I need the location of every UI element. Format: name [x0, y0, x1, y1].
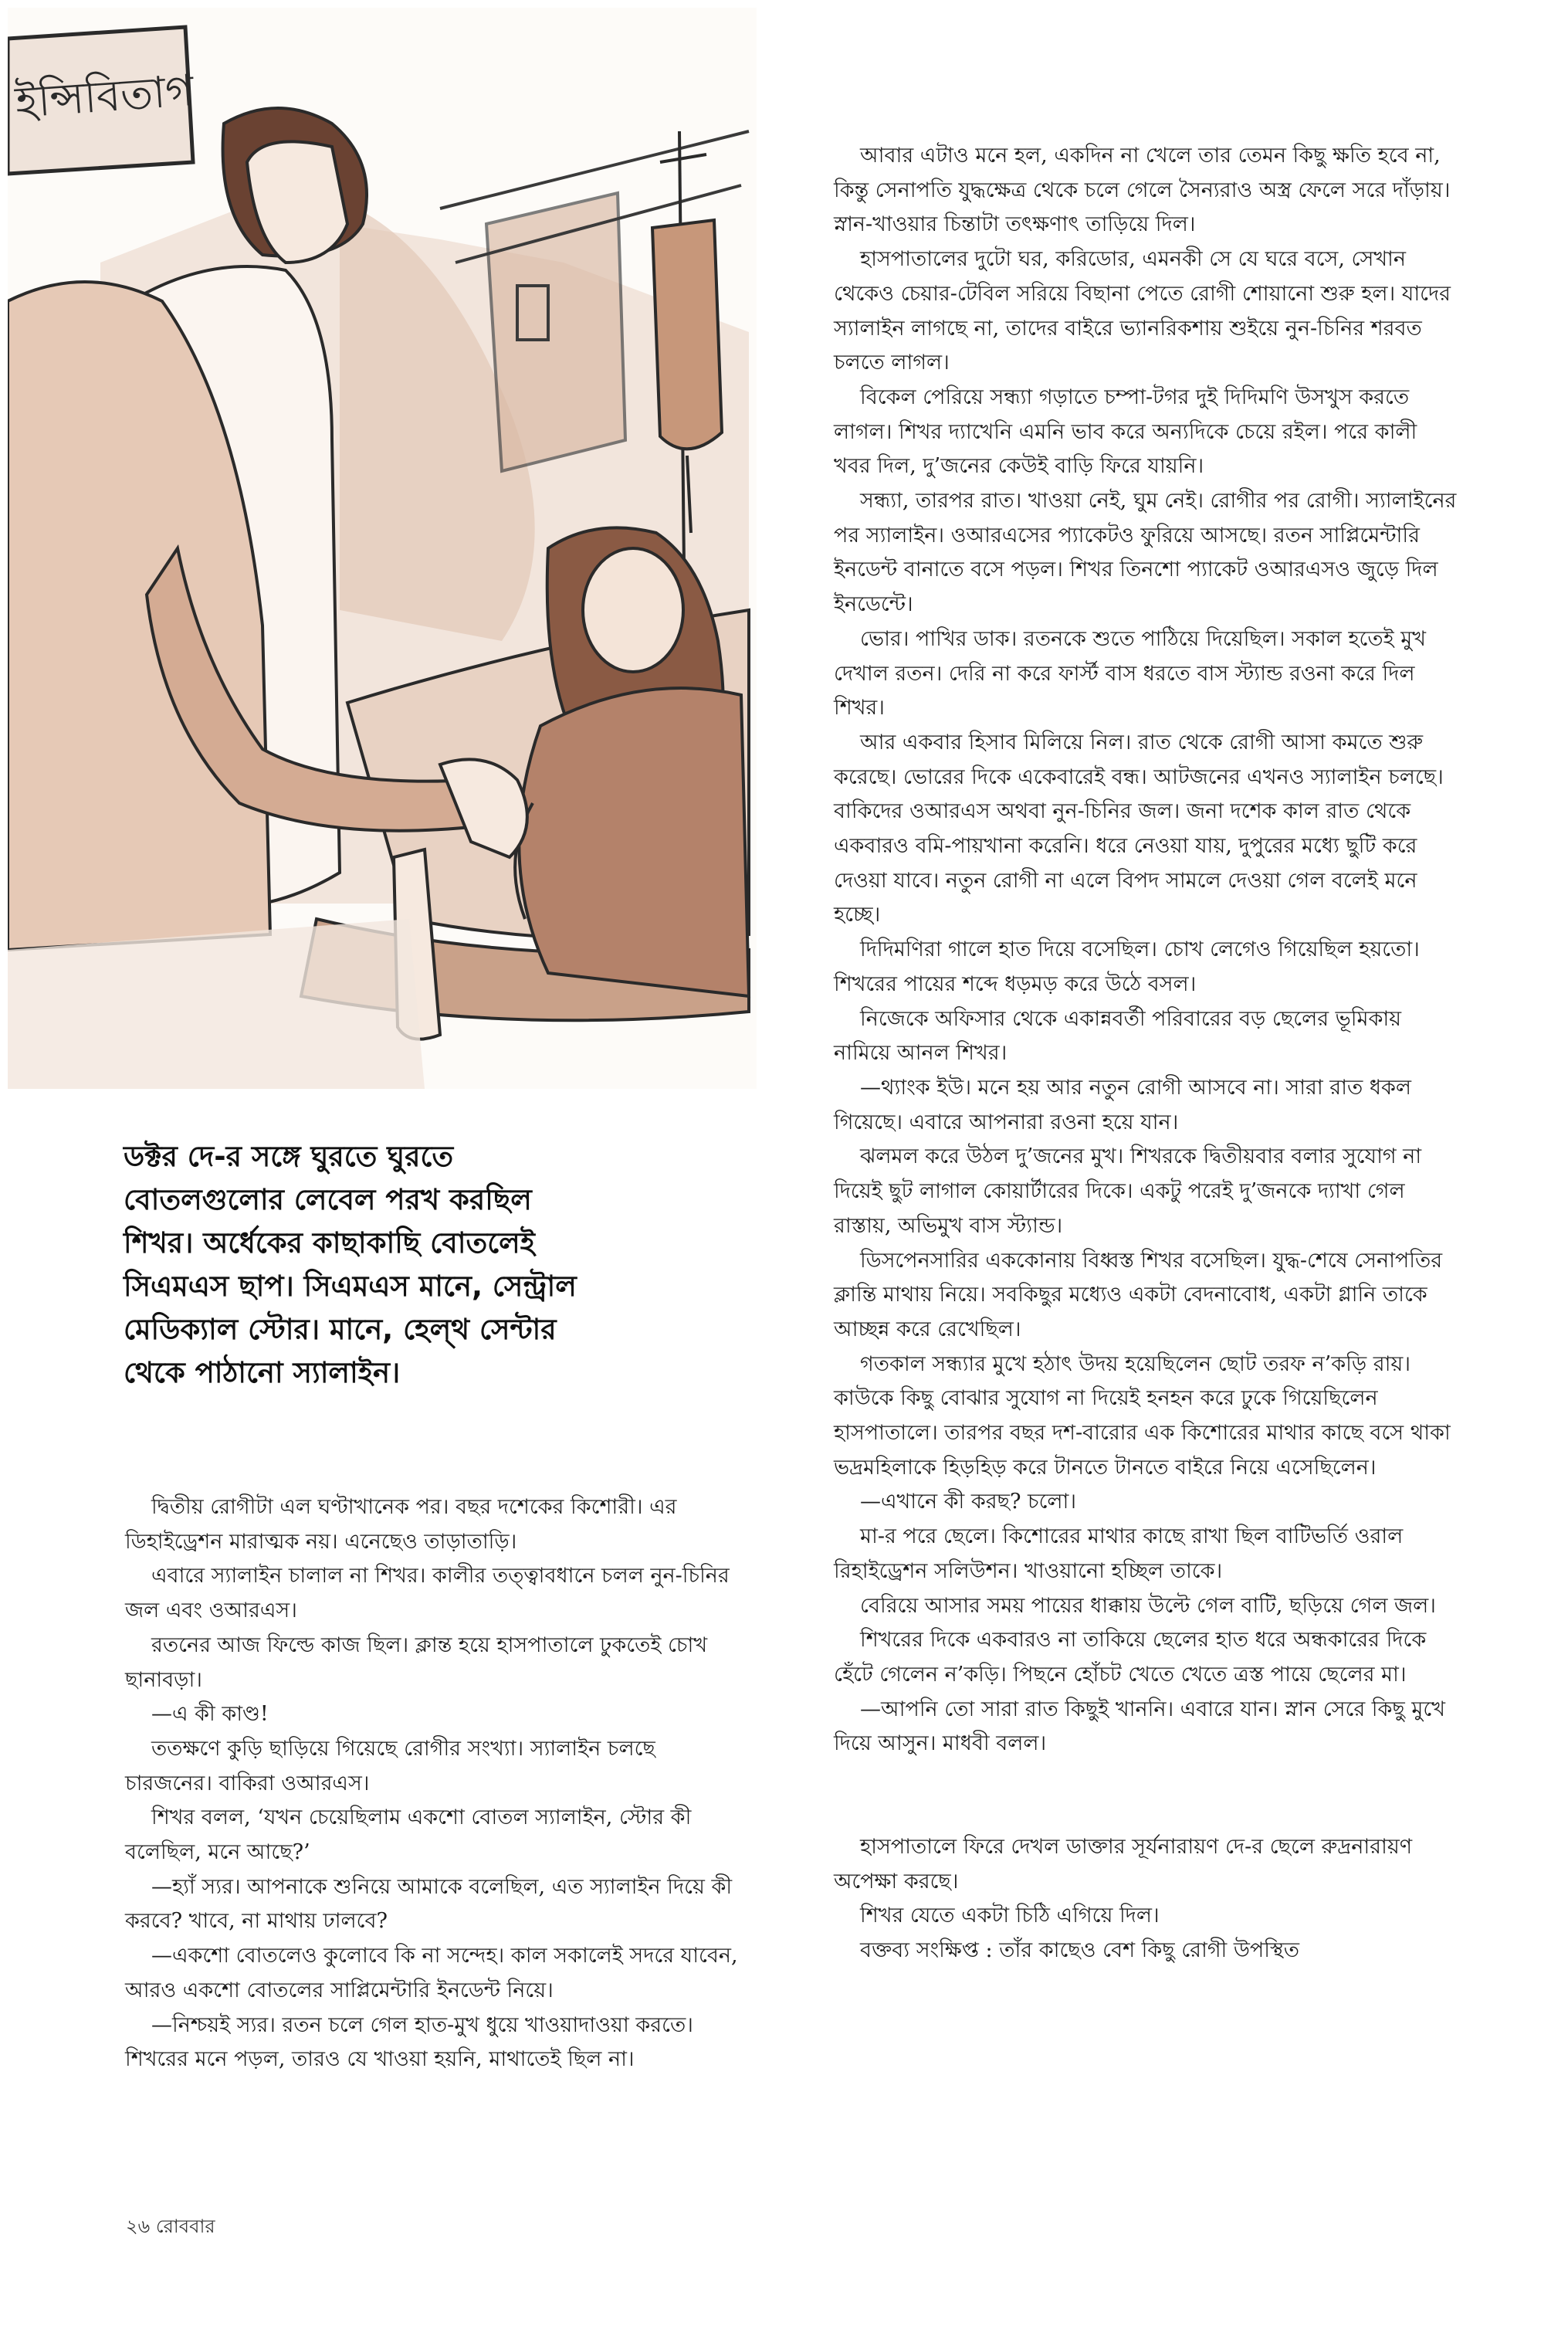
paragraph: ডিসপেনসারির এককোনায় বিধ্বস্ত শিখর বসেছিল। যুদ্ধ-শেষে সেনাপতির ক্লান্তি মাথায় নিয়ে। সবকিছুর মধ্যেও একটা বেদনাবোধ, একটা গ্লানি তাকে আচ্ছন্ন করে রেখেছিল।	[834, 1248, 1443, 1341]
paragraph: —একশো বোতলেও কুলোবে কি না সন্দেহ। কাল সকালেই সদরে যাবেন, আরও একশো বোতলের সাপ্লিমেন্টারি ইনডেন্ট নিয়ে।	[125, 1944, 738, 2002]
paragraph: —নিশ্চয়ই স্যর। রতন চলে গেল হাত-মুখ ধুয়ে খাওয়াদাওয়া করতে। শিখরের মনে পড়ল, তারও যে খাওয়া হয়নি, মাথাতেই ছিল না।	[125, 2012, 693, 2072]
paragraph: সন্ধ্যা, তারপর রাত। খাওয়া নেই, ঘুম নেই। রোগীর পর রোগী। স্যালাইনের পর স্যালাইন। ওআরএসের প্যাকেটও ফুরিয়ে আসছে। রতন সাপ্লিমেন্টারি ইনডেন্ট বানাতে বসে পড়ল। শিখর তিনশো প্যাকেট ওআরএসও জুড়ে দিল ইনডেন্টে।	[834, 489, 1457, 617]
wall-sign	[8, 27, 196, 174]
paragraph: ততক্ষণে কুড়ি ছাড়িয়ে গিয়েছে রোগীর সংখ্যা। স্যালাইন চলছে চারজনের। বাকিরা ওআরএস।	[125, 1736, 655, 1795]
paragraph: শিখরের দিকে একবারও না তাকিয়ে ছেলের হাত ধরে অন্ধকারের দিকে হেঁটে গেলেন ন’কড়ি। পিছনে হোঁচট খেতে খেতে ত্রস্ত পায়ে ছেলের মা।	[834, 1628, 1427, 1687]
paragraph: নিজেকে অফিসার থেকে একান্নবর্তী পরিবারের বড় ছেলের ভূমিকায় নামিয়ে আনল শিখর।	[834, 1006, 1402, 1066]
paragraph: গতকাল সন্ধ্যার মুখে হঠাৎ উদয় হয়েছিলেন ছোট তরফ ন’কড়ি রায়। কাউকে কিছু বোঝার সুযোগ না দিয়েই হনহন করে ঢুকে গিয়েছিলেন হাসপাতালে। তারপর বছর দশ-বারোর এক কিশোরের মাথার কাছে বসে থাকা ভদ্রমহিলাকে হিড়হিড় করে টানতে টানতে বাইরে নিয়ে এসেছিলেন।	[834, 1351, 1451, 1480]
paragraph: শিখর যেতে একটা চিঠি এগিয়ে দিল।	[860, 1904, 1160, 1928]
page-folio: ২৬ রোববার	[126, 2216, 215, 2237]
doctor-patient-sketch	[8, 8, 757, 1089]
paragraph: দিদিমণিরা গালে হাত দিয়ে বসেছিল। চোখ লেগেও গিয়েছিল হয়তো। শিখরের পায়ের শব্দে ধড়মড় করে উঠে বসল।	[834, 938, 1420, 996]
paragraph: —হ্যাঁ স্যর। আপনাকে শুনিয়ে আমাকে বলেছিল, এত স্যালাইন দিয়ে কী করবে? খাবে, না মাথায় ঢালবে?	[125, 1874, 733, 1934]
pull-quote-line: বোতলগুলোর লেবেল পরখ করছিল	[124, 1183, 532, 1216]
right-column-text	[834, 139, 1459, 1968]
paragraph: —থ্যাংক ইউ। মনে হয় আর নতুন রোগী আসবে না। সারা রাত ধকল গিয়েছে। এবারে আপনারা রওনা হয়ে যান।	[834, 1075, 1411, 1134]
left-column-text	[125, 1490, 743, 2077]
pull-quote	[124, 1135, 733, 1395]
paragraph: —আপনি তো সারা রাত কিছুই খাননি। এবারে যান। স্নান সেরে কিছু মুখে দিয়ে আসুন। মাধবী বলল।	[834, 1697, 1445, 1756]
paragraph: হাসপাতালে ফিরে দেখল ডাক্তার সূর্যনারায়ণ দে-র ছেলে রুদ্রনারায়ণ অপেক্ষা করছে।	[834, 1835, 1413, 1894]
sign-text: ইন্সিবিতাগ	[13, 65, 196, 128]
paragraph: বক্তব্য সংক্ষিপ্ত : তাঁর কাছেও বেশ কিছু রোগী উপস্থিত	[860, 1938, 1300, 1963]
paragraph: আর একবার হিসাব মিলিয়ে নিল। রাত থেকে রোগী আসা কমতে শুরু করেছে। ভোরের দিকে একেবারেই বন্ধ। আটজনের এখনও স্যালাইন চলছে। বাকিদের ওআরএস অথবা নুন-চিনির জল। জনা দশেক কাল রাত থেকে একবারও বমি-পায়খানা করেনি। ধরে নেওয়া যায়, দুপুরের মধ্যে ছুটি করে দেওয়া যাবে। নতুন রোগী না এলে বিপদ সামলে দেওয়া গেল বলেই মনে হচ্ছে।	[834, 730, 1444, 927]
pull-quote-line: শিখর। অর্ধেকের কাছাকাছি বোতলেই	[124, 1226, 535, 1260]
paragraph: এবারে স্যালাইন চালাল না শিখর। কালীর তত্ত্বাবধানে চলল নুন-চিনির জল এবং ওআরএস।	[125, 1564, 730, 1623]
paragraph: বেরিয়ে আসার সময় পায়ের ধাক্কায় উল্টে গেল বাটি, ছড়িয়ে গেল জল।	[860, 1593, 1436, 1618]
paragraph: বিকেল পেরিয়ে সন্ধ্যা গড়াতে চম্পা-টগর দুই দিদিমণি উসখুস করতে লাগল। শিখর দ্যাখেনি এমনি ভাব করে অন্যদিকে চেয়ে রইল। পরে কালী খবর দিল, দু’জনের কেউই বাড়ি ফিরে যায়নি।	[834, 385, 1417, 479]
paragraph: —এখানে কী করছ? চলো।	[860, 1490, 1077, 1514]
paragraph: মা-র পরে ছেলে। কিশোরের মাথার কাছে রাখা ছিল বাটিভর্তি ওরাল রিহাইড্রেশন সলিউশন। খাওয়ানো হচ্ছিল তাকে।	[834, 1524, 1404, 1583]
pull-quote-line: সিএমএস ছাপ। সিএমএস মানে, সেন্ট্রাল	[124, 1270, 577, 1303]
paragraph: রতনের আজ ফিল্ডে কাজ ছিল। ক্লান্ত হয়ে হাসপাতালে ঢুকতেই চোখ ছানাবড়া।	[125, 1633, 708, 1692]
paragraph: আবার এটাও মনে হল, একদিন না খেলে তার তেমন কিছু ক্ষতি হবে না, কিন্তু সেনাপতি যুদ্ধক্ষেত্র থেকে চলে গেলে সৈন্যরাও অস্ত্র ফেলে সরে দাঁড়ায়। স্নান-খাওয়ার চিন্তাটা তৎক্ষণাৎ তাড়িয়ে দিল।	[834, 144, 1451, 237]
illustration	[8, 8, 757, 1089]
pull-quote-line: থেকে পাঠানো স্যালাইন।	[124, 1356, 401, 1389]
paragraph: —এ কী কাণ্ড!	[151, 1702, 269, 1727]
paragraph: হাসপাতালের দুটো ঘর, করিডোর, এমনকী সে যে ঘরে বসে, সেখান থেকেও চেয়ার-টেবিল সরিয়ে বিছানা পেতে রোগী শোয়ানো শুরু হল। যাদের স্যালাইন লাগছে না, তাদের বাইরে ভ্যানরিকশায় শুইয়ে নুন-চিনির শরবত চলতে লাগল।	[834, 247, 1451, 375]
paragraph: ঝলমল করে উঠল দু’জনের মুখ। শিখরকে দ্বিতীয়বার বলার সুযোগ না দিয়েই ছুট লাগাল কোয়ার্টারের দিকে। একটু পরেই দু’জনকে দ্যাখা গেল রাস্তায়, অভিমুখ বাস স্ট্যান্ড।	[834, 1144, 1422, 1238]
paragraph: শিখর বলল, ‘যখন চেয়েছিলাম একশো বোতল স্যালাইন, স্টোর কী বলেছিল, মনে আছে?’	[125, 1806, 692, 1865]
paragraph: দ্বিতীয় রোগীটা এল ঘণ্টাখানেক পর। বছর দশেকের কিশোরী। এর ডিহাইড্রেশন মারাত্মক নয়। এনেছেও তাড়াতাড়ি।	[125, 1495, 677, 1554]
paragraph: ভোর। পাখির ডাক। রতনকে শুতে পাঠিয়ে দিয়েছিল। সকাল হতেই মুখ দেখাল রতন। দেরি না করে ফার্স্ট বাস ধরতে বাস স্ট্যান্ড রওনা করে দিল শিখর।	[834, 626, 1427, 721]
pull-quote-line: ডক্টর দে-র সঙ্গে ঘুরতে ঘুরতে	[124, 1140, 454, 1173]
pull-quote-line: মেডিক্যাল স্টোর। মানে, হেল্‌থ সেন্টার	[124, 1313, 557, 1346]
